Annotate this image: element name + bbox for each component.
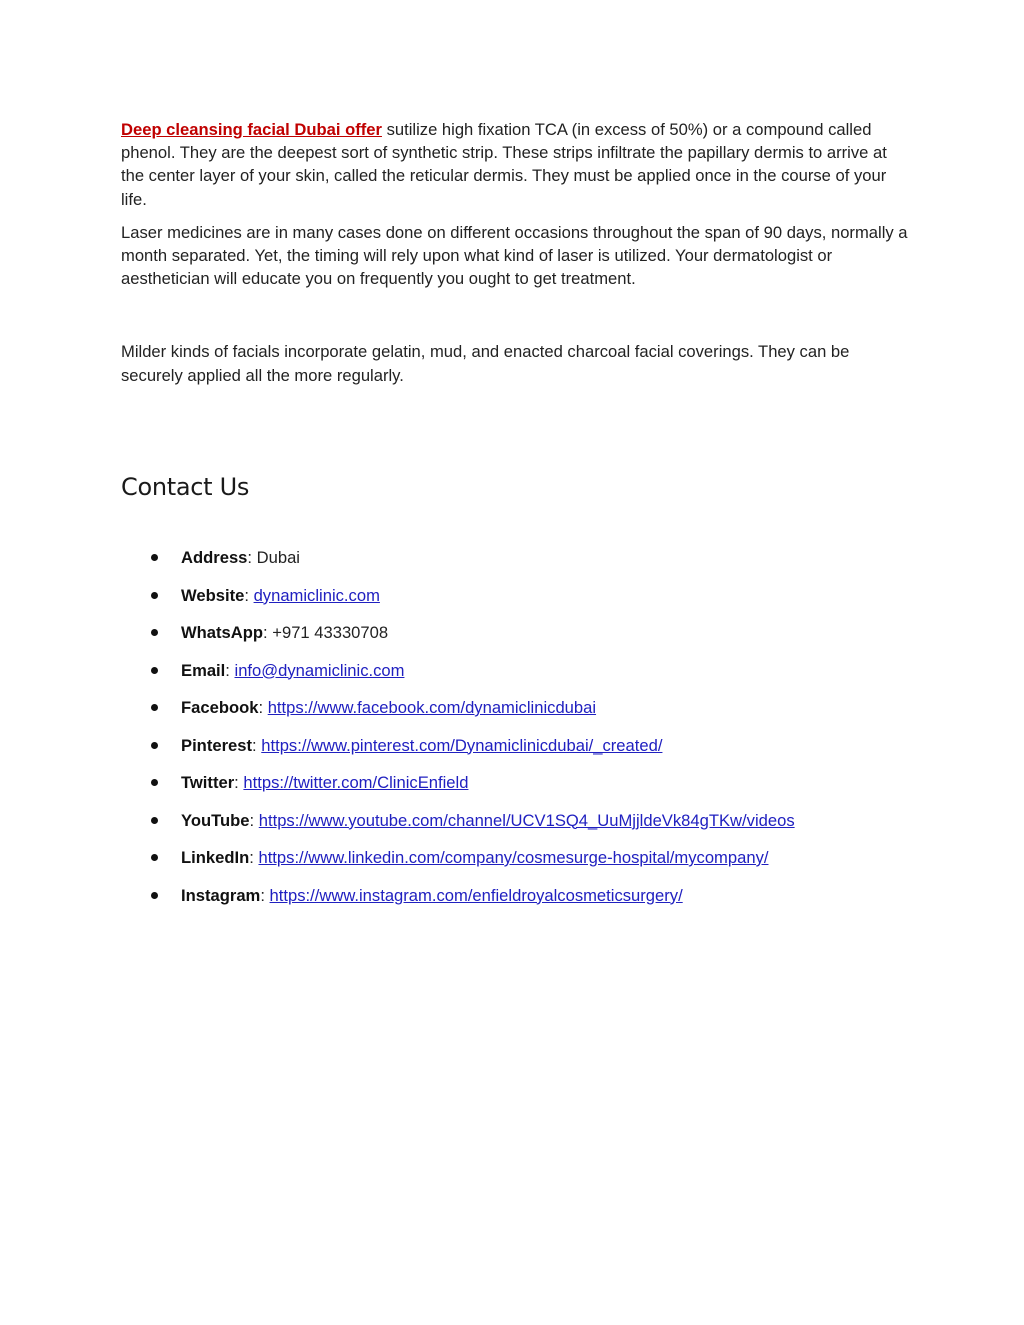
contact-list [121,546,911,921]
contact-link[interactable]: info@dynamiclinic.com [234,660,405,680]
contact-link[interactable]: https://twitter.com/ClinicEnfield [243,773,469,792]
bullet-icon [151,742,158,749]
bullet-icon [151,892,158,899]
bullet-icon [151,592,158,599]
contact-separator: : [249,848,259,867]
contact-label: YouTube [181,810,250,830]
contact-label: Facebook [181,698,259,717]
contact-label: Pinterest [181,735,253,755]
contact-value: Dubai [256,548,300,567]
contact-heading: Contact Us [121,473,250,501]
contact-item-whatsapp [121,621,911,659]
deep-cleansing-offer-link[interactable]: Deep cleansing facial Dubai offer [121,120,382,139]
contact-link[interactable]: https://www.instagram.com/enfieldroyalcosmeticsurgery/ [269,885,683,905]
contact-separator: : [263,623,273,642]
contact-separator: : [244,585,254,605]
contact-link[interactable]: https://www.facebook.com/dynamiclinicdubai [267,698,597,717]
contact-item-pinterest [121,734,911,772]
bullet-icon [151,704,158,711]
contact-separator: : [247,548,257,567]
bullet-icon [151,854,158,861]
contact-value: +971 43330708 [272,623,389,642]
intro-paragraph-1-text: sutilize high fixation TCA (in excess of 50%) or a compound called phenol. They are the deepest sort of synthetic strip. These strips infiltrate the papillary dermis to arrive at the center layer of your skin, called the reticular dermis. They must be applied once in the course of your life. [121,120,887,209]
contact-label: Address [181,548,248,567]
contact-label: Website [181,585,245,605]
contact-label: LinkedIn [181,848,250,867]
document-body [121,118,911,905]
contact-separator: : [260,885,270,905]
contact-link[interactable]: https://www.pinterest.com/Dynamiclinicdubai/_created/ [261,735,663,755]
bullet-icon [151,817,158,824]
bullet-icon [151,779,158,786]
contact-label: WhatsApp [181,623,264,642]
bullet-icon [151,667,158,674]
contact-separator: : [234,773,244,792]
contact-separator: : [252,735,262,755]
contact-item-address [121,546,911,584]
contact-item-twitter [121,771,911,809]
contact-item-linkedin [121,846,911,884]
contact-item-facebook [121,696,911,734]
contact-item-instagram [121,884,911,922]
intro-paragraph-3: Milder kinds of facials incorporate gelatin, mud, and enacted charcoal facial coverings. They can be securely applied all the more regularly. [121,342,850,385]
contact-separator: : [249,810,259,830]
contact-separator: : [258,698,268,717]
contact-link[interactable]: https://www.linkedin.com/company/cosmesurge-hospital/mycompany/ [258,848,769,867]
contact-item-website [121,584,911,622]
contact-label: Instagram [181,885,261,905]
intro-paragraph-2: Laser medicines are in many cases done on different occasions throughout the span of 90 days, normally a month separated. Yet, the timing will rely upon what kind of laser is utilized. Your dermatologist or aesthetician will educate you on frequently you ought to get treatment. [121,222,908,289]
contact-item-email [121,659,911,697]
paragraph-spacer [121,300,911,340]
contact-link[interactable]: dynamiclinic.com [253,585,380,605]
bullet-icon [151,629,158,636]
intro-paragraph-1 [121,118,911,211]
contact-link[interactable]: https://www.youtube.com/channel/UCV1SQ4_UuMjjldeVk84gTKw/videos [258,810,795,830]
contact-item-youtube [121,809,911,847]
contact-label: Email [181,660,226,680]
contact-label: Twitter [181,773,235,792]
bullet-icon [151,554,158,561]
contact-separator: : [225,660,235,680]
